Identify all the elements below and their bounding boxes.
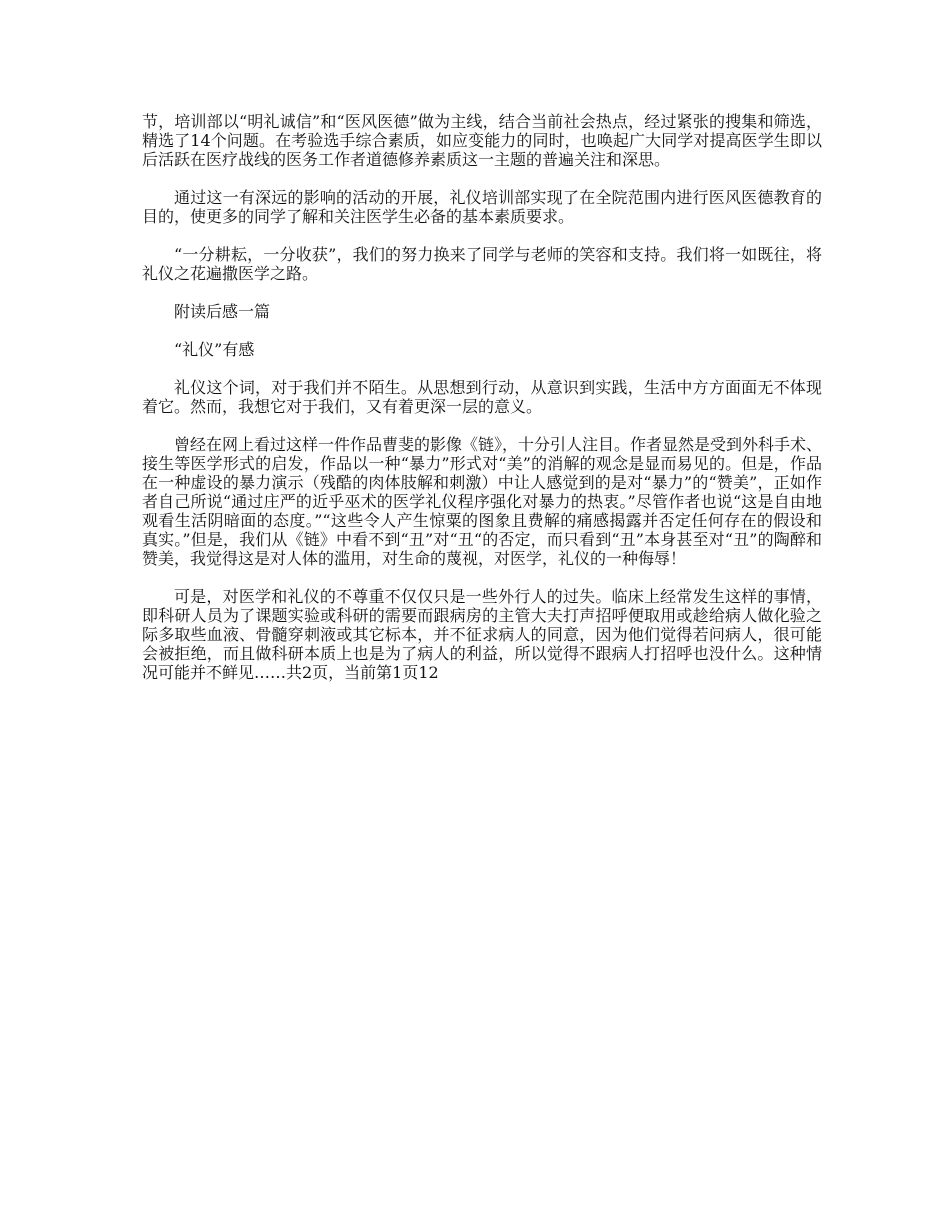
paragraph-8: 可是，对医学和礼仪的不尊重不仅仅只是一些外行人的过失。临床上经常发生这样的事情，即科研人员为了课题实验或科研的需要而跟病房的主管大夫打声招呼便取用或趁给病人做化验之际多取些血液、骨髓穿刺液或其它标本，并不征求病人的同意，因为他们觉得若问病人，很可能会被拒绝，而且做科研本质上也是为了病人的利益，所以觉得不跟病人打招呼也没什么。这种情况可能并不鲜见……共2页，当前第1页12 [142,587,822,682]
essay-title: “礼仪”有感 [174,340,255,359]
paragraph-7: 曾经在网上看过这样一件作品曹斐的影像《链》，十分引人注目。作者显然是受到外科手术、接生等医学形式的启发，作品以一种“暴力”形式对“美”的消解的观念是显而易见的。但是，作品在一种虚设的暴力演示（残酷的肉体肢解和刺激）中让人感觉到的是对“暴力”的“赞美”，正如作者自己所说“通过庄严的近乎巫术的医学礼仪程序强化对暴力的热衷。”尽管作者也说“这是自由地观看生活阴暗面的态度。”“这些令人产生惊粟的图象且费解的痛感揭露并否定任何存在的假设和真实。”但是，我们从《链》中看不到“丑”对“丑“的否定，而只看到“丑”本身甚至对“丑”的陶醉和赞美，我觉得这是对人体的滥用，对生命的蔑视，对医学，礼仪的一种侮辱！ [142,435,823,568]
document-body [142,112,822,682]
paragraph-1: 节，培训部以“明礼诚信”和“医风医德”做为主线，结合当前社会热点，经过紧张的搜集和筛选，精选了14个问题。在考验选手综合素质，如应变能力的同时，也唤起广大同学对提高医学生即以后活跃在医疗战线的医务工作者道德修养素质这一主题的普遍关注和深思。 [142,112,822,169]
paragraph-6: 礼仪这个词，对于我们并不陌生。从思想到行动，从意识到实践，生活中方方面面无不体现着它。然而，我想它对于我们，又有着更深一层的意义。 [142,378,822,416]
paragraph-2: 通过这一有深远的影响的活动的开展，礼仪培训部实现了在全院范围内进行医风医德教育的目的，使更多的同学了解和关注医学生必备的基本素质要求。 [142,188,822,226]
paragraph-3: “一分耕耘，一分收获”，我们的努力换来了同学与老师的笑容和支持。我们将一如既往，将礼仪之花遍撒医学之路。 [142,245,822,283]
appendix-heading: 附读后感一篇 [174,302,271,321]
